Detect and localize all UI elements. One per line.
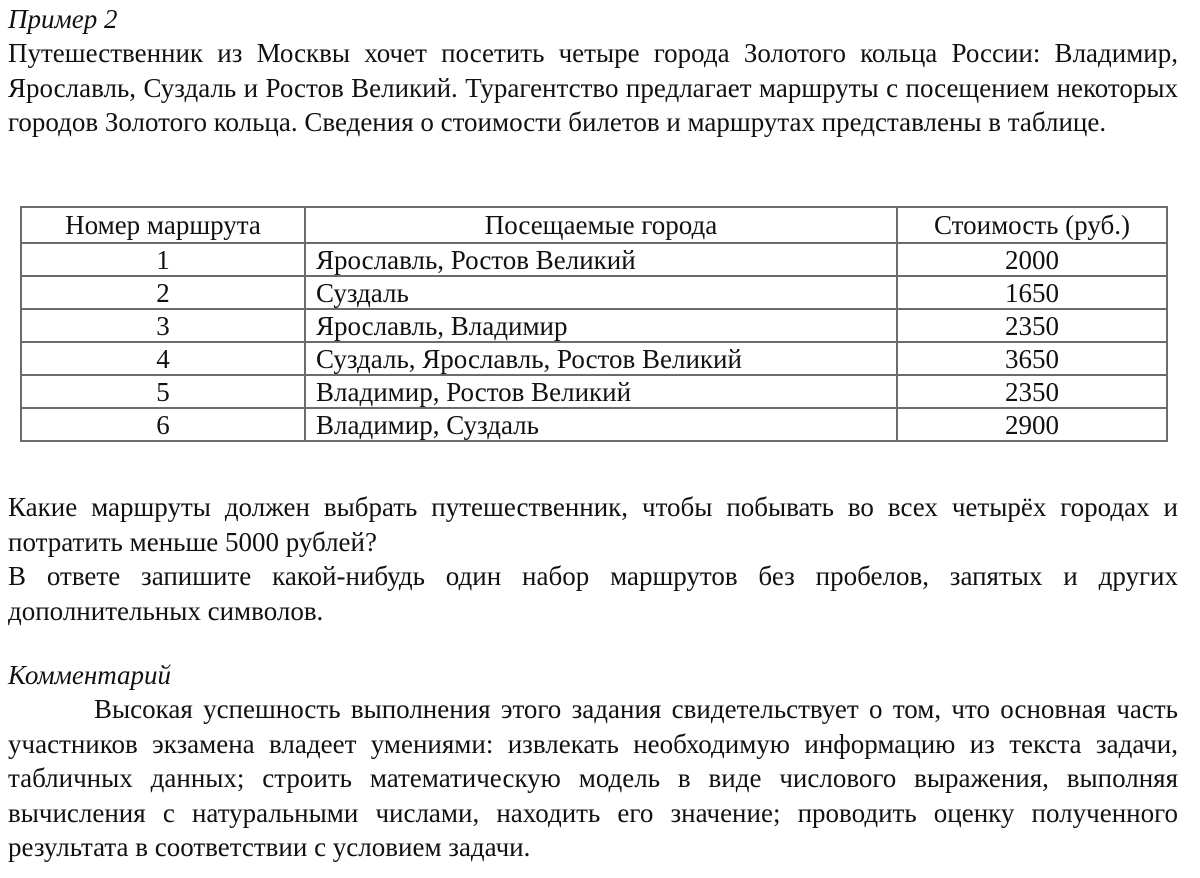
route-cities: Владимир, Суздаль: [305, 408, 897, 441]
table-row: [21, 342, 1167, 375]
table-row: [21, 375, 1167, 408]
route-number: 5: [21, 375, 305, 408]
route-cost: 3650: [897, 342, 1167, 375]
answer-instructions: В ответе запишите какой-нибудь один набор маршрутов без пробелов, запятых и других дополнительных символов.: [8, 561, 1178, 626]
route-cost: 2350: [897, 375, 1167, 408]
route-cost: 2350: [897, 309, 1167, 342]
table-row: [21, 276, 1167, 309]
comment-title: Комментарий: [8, 660, 172, 690]
route-cost: 1650: [897, 276, 1167, 309]
route-number: 4: [21, 342, 305, 375]
route-number: 2: [21, 276, 305, 309]
route-cities: Ярославль, Владимир: [305, 309, 897, 342]
header-route-number: Номер маршрута: [21, 207, 305, 243]
intro-paragraph: Путешественник из Москвы хочет посетить четыре города Золотого кольца России: Владимир, Ярославль, Суздаль и Ростов Великий. Турагентство предлагает маршруты с посещением некоторых городов Золотого кольца. Сведения о стоимости билетов и маршрутах представлены в таблице.: [8, 38, 1178, 137]
table-row: [21, 309, 1167, 342]
route-cities: Суздаль: [305, 276, 897, 309]
header-cities: Посещаемые города: [305, 207, 897, 243]
comment-text: Высокая успешность выполнения этого задания свидетельствует о том, что основная часть участников экзамена владеет умениями: извлекать необходимую информацию из текста задачи, табличных данных; строить математическую модель в виде числового выражения, выполняя вычисления с натуральными числами, находить его значение; проводить оценку полученного результата в соответствии с условием задачи.: [8, 694, 1178, 862]
question-text: Какие маршруты должен выбрать путешественник, чтобы побывать во всех четырёх городах и потратить меньше 5000 рублей?: [8, 492, 1178, 557]
route-cities: Ярославль, Ростов Великий: [305, 243, 897, 276]
route-number: 3: [21, 309, 305, 342]
comment-section: [8, 656, 1178, 865]
header-cost: Стоимость (руб.): [897, 207, 1167, 243]
example-section: [8, 0, 1178, 140]
question-section: [8, 490, 1178, 628]
route-number: 1: [21, 243, 305, 276]
route-cost: 2900: [897, 408, 1167, 441]
table-row: [21, 243, 1167, 276]
routes-table: [20, 206, 1168, 442]
table-header-row: [21, 207, 1167, 243]
example-title: Пример 2: [8, 4, 118, 34]
route-cities: Суздаль, Ярославль, Ростов Великий: [305, 342, 897, 375]
table-row: [21, 408, 1167, 441]
route-number: 6: [21, 408, 305, 441]
route-cost: 2000: [897, 243, 1167, 276]
route-cities: Владимир, Ростов Великий: [305, 375, 897, 408]
